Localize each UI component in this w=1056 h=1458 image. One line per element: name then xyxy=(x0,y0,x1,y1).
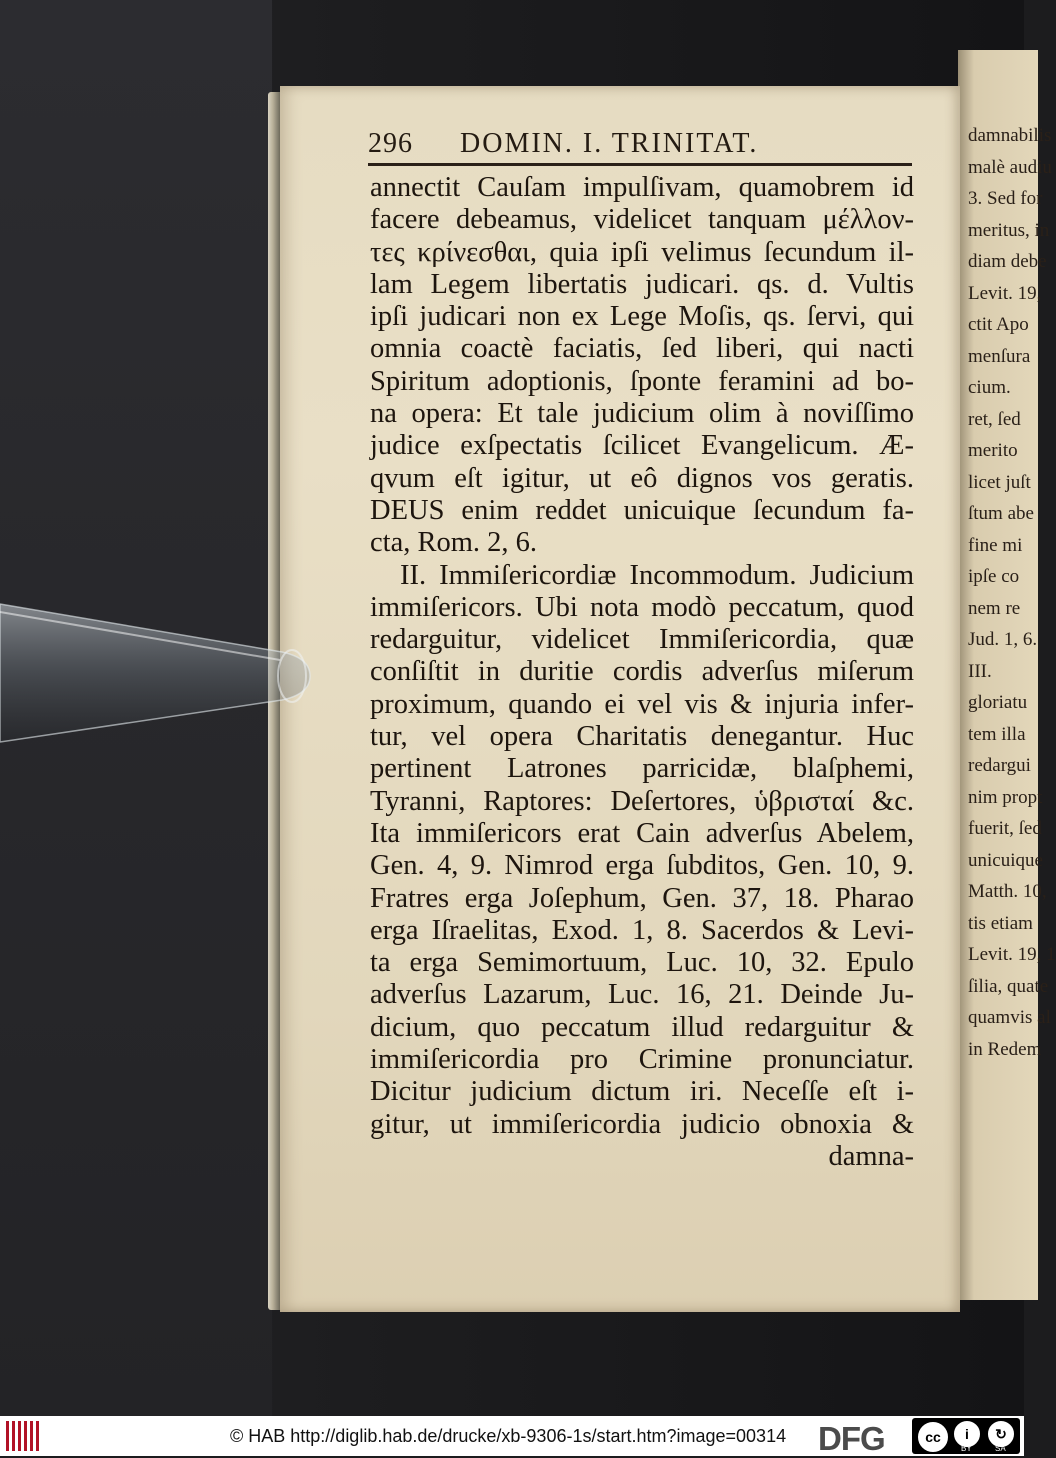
facing-page-fragment: fine mi xyxy=(968,534,1023,556)
text-line: annectit Cauſam impulſivam, quamobrem id xyxy=(370,172,914,203)
facing-page-fragment: ſtum abe xyxy=(968,503,1034,524)
facing-page-fragment: damnabilis xyxy=(968,125,1052,146)
facing-page-fragment: unicuique xyxy=(968,849,1043,871)
facing-page-fragment: cium. xyxy=(968,377,1011,398)
text-line: Tyranni, Raptores: Deſertores, ὑβρισταί &c. xyxy=(370,785,914,817)
text-line: Spiritum adoptionis, ſponte feramini ad bo- xyxy=(370,365,914,397)
facing-page-fragment: ret, ſed xyxy=(968,408,1021,430)
by-icon: i xyxy=(954,1421,980,1447)
text-line: adverſus Lazarum, Luc. 16, 21. Deinde Ju- xyxy=(370,979,914,1011)
sa-icon: ↻ xyxy=(988,1421,1014,1447)
license-label-sa: SA xyxy=(995,1444,1006,1453)
text-line: immiſericors. Ubi nota modò peccatum, quod xyxy=(370,591,914,623)
facing-page-fragment: ctit Apo xyxy=(968,314,1029,335)
facing-page-fragment: tis etiam xyxy=(968,912,1033,934)
head-rule xyxy=(368,163,912,166)
facing-page xyxy=(958,50,1056,1300)
text-line: proximum, quando ei vel vis & injuria infer- xyxy=(370,688,914,720)
cc-icon: cc xyxy=(918,1422,948,1452)
facing-page-fragment: menſura xyxy=(968,345,1031,367)
text-line: conſiſtit in duritie cordis adverſus miſerum xyxy=(370,656,914,688)
facing-page-fragment: 3. Sed for xyxy=(968,188,1043,209)
facing-page-fragment: nem re xyxy=(968,597,1021,619)
text-line: na opera: Et tale judicium olim à noviſſimo xyxy=(370,398,914,430)
text-line: erga Iſraelitas, Exod. 1, 8. Sacerdos & Levi- xyxy=(370,914,914,946)
running-head-title: DOMIN. I. TRINITAT. xyxy=(460,128,759,159)
facing-page-fragment: meritus, in xyxy=(968,219,1050,241)
text-line: redarguitur, videlicet Immiſericordia, quæ xyxy=(370,624,914,656)
text-line: Ita immiſericors erat Cain adverſus Abelem, xyxy=(370,817,914,849)
text-line: immiſericordia pro Crimine pronunciatur. xyxy=(370,1044,914,1076)
facing-page-fragment: quamvis al xyxy=(968,1007,1051,1028)
facing-page-fragment: in Redem xyxy=(968,1038,1042,1060)
text-line: DEUS enim reddet unicuique ſecundum fa- xyxy=(370,494,914,526)
facing-page-fragment: ipſe co xyxy=(968,566,1020,587)
text-line: omnia coactè faciatis, ſed liberi, qui nacti xyxy=(370,333,914,365)
facing-page-fragment: Levit. 19, xyxy=(968,282,1042,304)
source-credit: © HAB http://diglib.hab.de/drucke/xb-9306-1s/start.htm?image=00314 xyxy=(230,1426,787,1446)
facing-page-fragment: tem illa xyxy=(968,723,1026,745)
text-line: τες κρίνεσθαι, quia ipſi velimus ſecundum il- xyxy=(370,236,914,268)
facing-page-fragment: Levit. 19, 1 xyxy=(968,944,1056,965)
text-line: ta erga Semimortuum, Luc. 10, 32. Epulo xyxy=(370,947,914,979)
facing-page-fragment: gloriatu xyxy=(968,692,1028,713)
glass-page-weight xyxy=(0,596,312,746)
text-line: pertinent Latrones parricidæ, blaſphemi, xyxy=(370,753,914,785)
dfg-logo: DFG xyxy=(818,1420,885,1457)
facing-page-fragment: ſilia, quate xyxy=(968,975,1049,997)
facing-page-fragment: redargui xyxy=(968,755,1031,776)
facing-page-fragment: Jud. 1, 6. xyxy=(968,629,1038,650)
text-line: II. Immiſericordiæ Incommodum. Judicium xyxy=(400,559,914,591)
hab-logo-icon xyxy=(6,1421,40,1451)
facing-page-fragment: merito xyxy=(968,440,1018,461)
facing-page-text xyxy=(968,120,1056,1065)
license-label-by: BY xyxy=(961,1444,972,1453)
facing-page-fragment: Matth. 10, xyxy=(968,881,1047,902)
catchword: damna- xyxy=(828,1140,914,1172)
facing-page-fragment: fuerit, ſed xyxy=(968,818,1042,839)
text-line: gitur, ut immiſericordia judicio obnoxia & xyxy=(370,1108,914,1140)
text-line: cta, Rom. 2, 6. xyxy=(370,527,538,559)
facing-page-fragment: licet juſt xyxy=(968,471,1031,493)
text-line: lam Legem libertatis judicari. qs. d. Vultis xyxy=(370,268,914,300)
page-number: 296 xyxy=(368,128,413,159)
page-body-text xyxy=(370,172,914,1173)
running-head xyxy=(368,128,908,168)
text-line: facere debeamus, videlicet tanquam μέλλον- xyxy=(370,204,914,236)
text-line: Dicitur judicium dictum iri. Neceſſe eſt i- xyxy=(370,1076,914,1108)
facing-page-fragment: diam debe xyxy=(968,251,1047,272)
cc-license-badge xyxy=(912,1418,1020,1454)
text-line: tur, vel opera Charitatis denegantur. Huc xyxy=(370,721,914,753)
text-line: dicium, quo peccatum illud redarguitur & xyxy=(370,1011,914,1043)
text-line: qvum eſt igitur, ut eô dignos vos geratis. xyxy=(370,462,914,494)
viewer-footer xyxy=(0,1416,1024,1456)
facing-page-fragment: nim propt xyxy=(968,786,1043,808)
text-line: Gen. 4, 9. Nimrod erga ſubditos, Gen. 10, 9. xyxy=(370,850,914,882)
facing-page-fragment: malè audiu xyxy=(968,156,1052,178)
text-line: judice exſpectatis ſcilicet Evangelicum. Æ- xyxy=(370,430,914,462)
text-line: Fratres erga Joſephum, Gen. 37, 18. Pharao xyxy=(370,882,914,914)
facing-page-fragment: III. xyxy=(968,660,992,682)
text-line: ipſi judicari non ex Lege Moſis, qs. ſervi, qui xyxy=(370,301,914,333)
